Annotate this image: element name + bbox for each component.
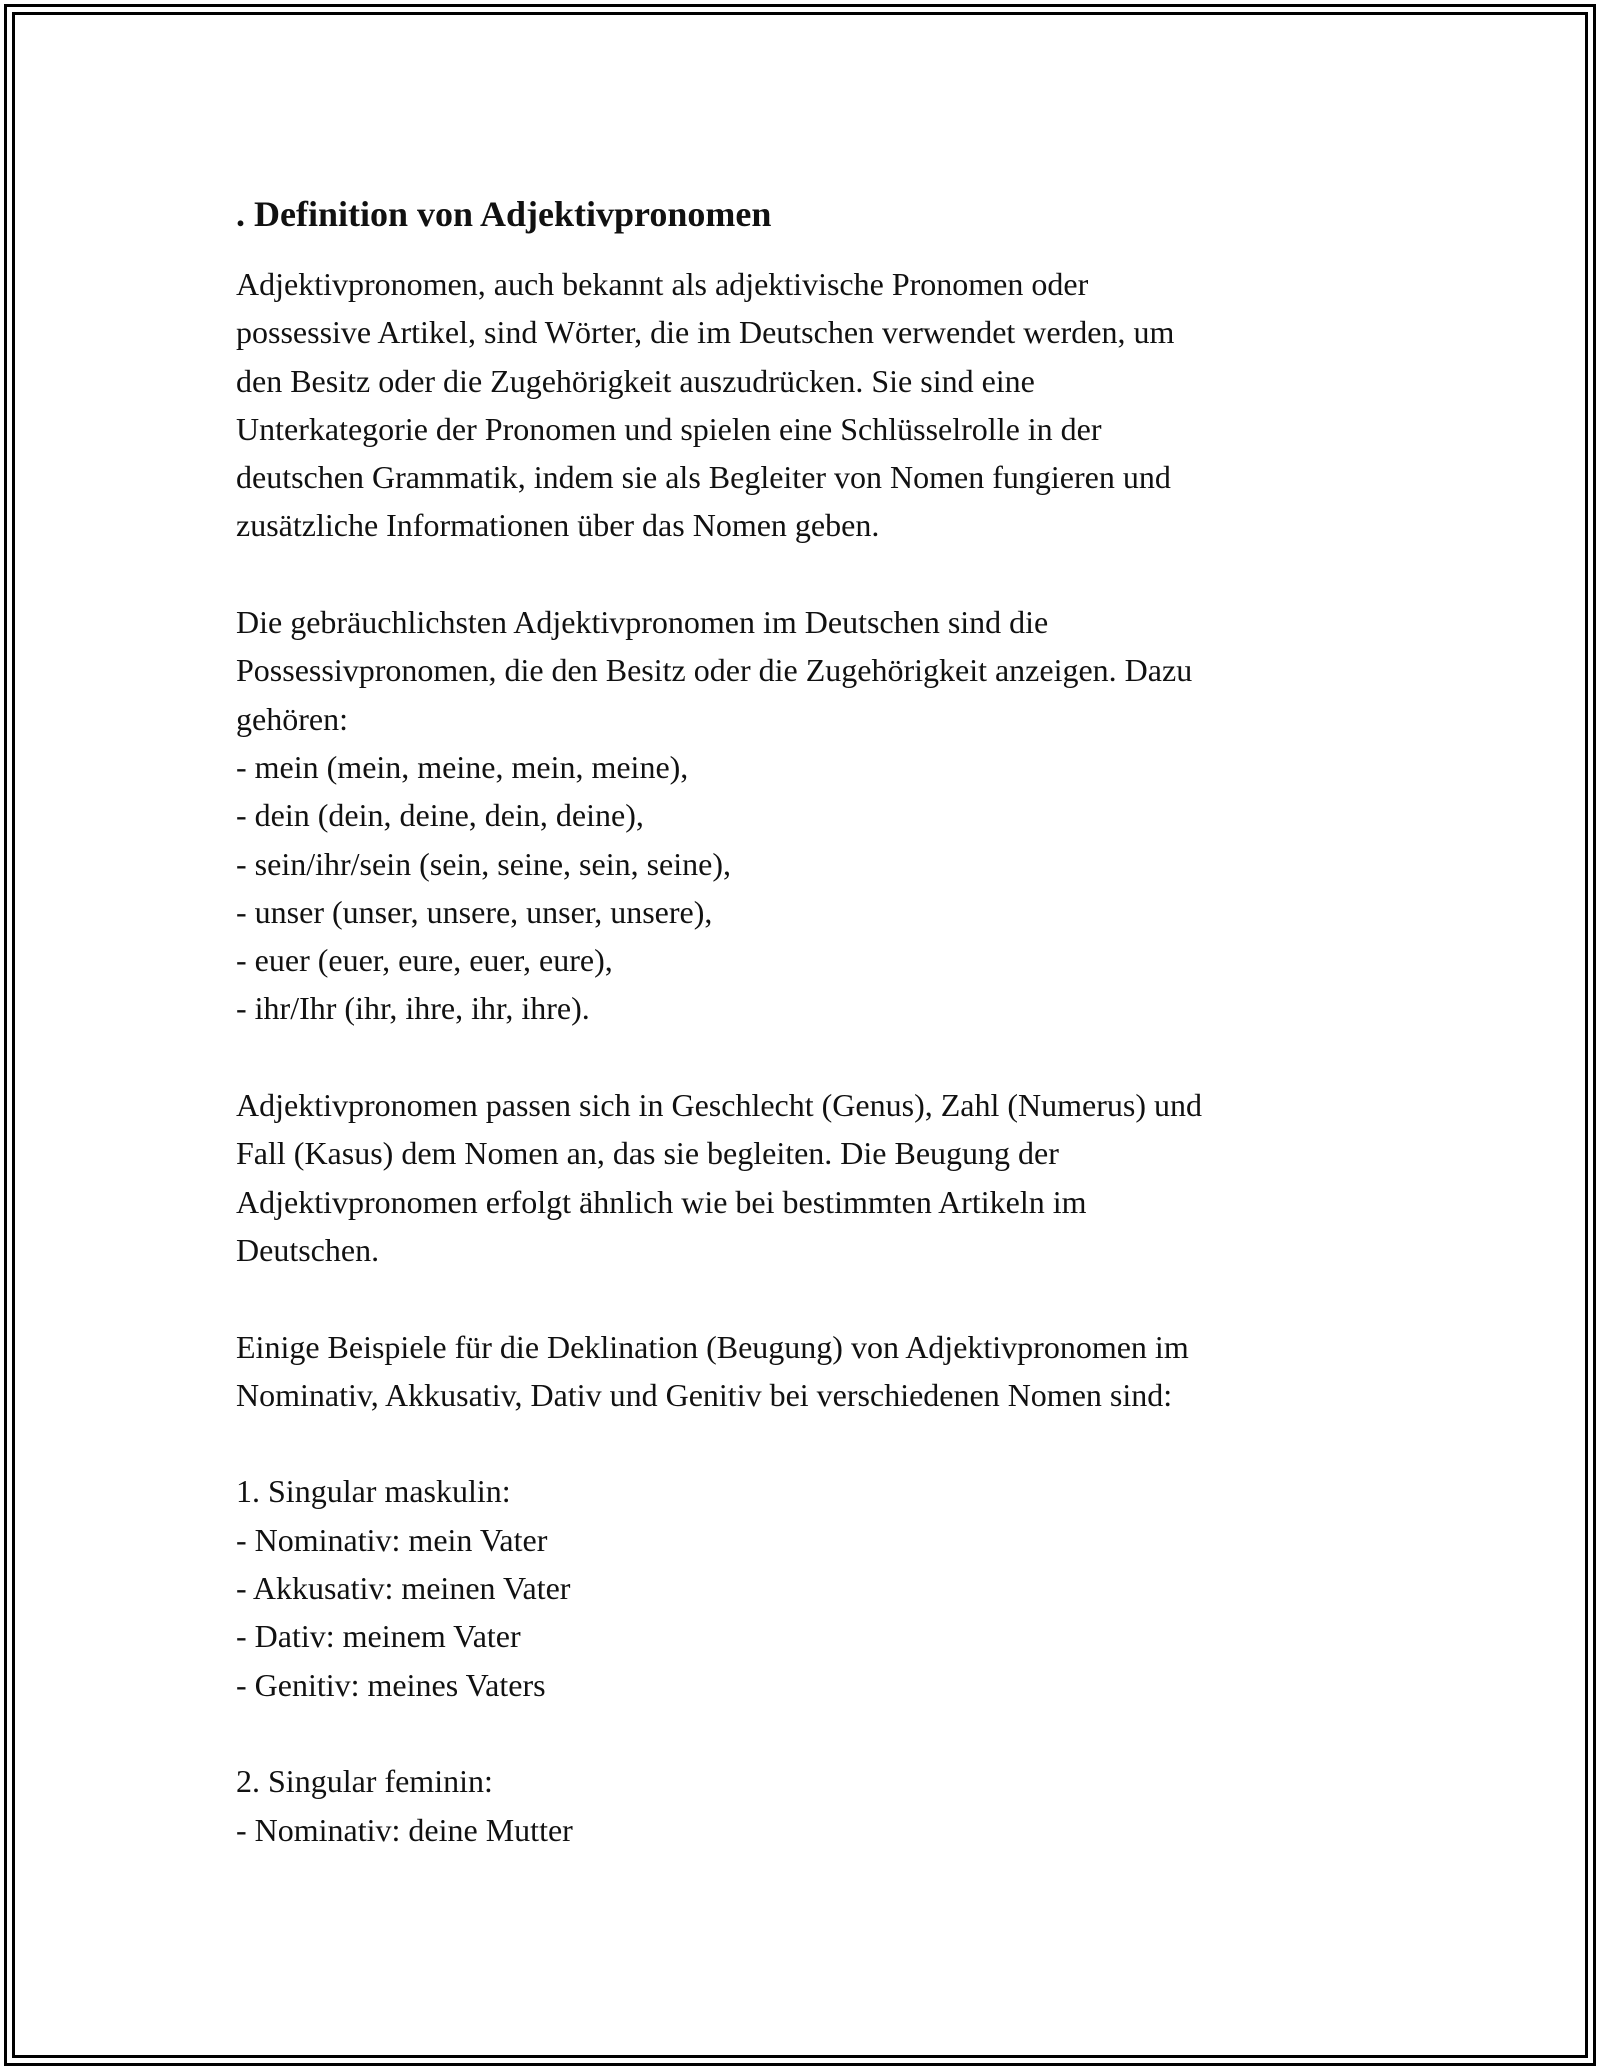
list-item: - Genitiv: meines Vaters: [236, 1666, 546, 1703]
text-line: Adjektivpronomen passen sich in Geschlecht (Genus), Zahl (Numerus) und: [236, 1087, 1202, 1124]
blank-line: [236, 550, 1396, 598]
blank-line: [236, 1274, 1396, 1322]
text-line: deutschen Grammatik, indem sie als Begleiter von Nomen fungieren und: [236, 459, 1171, 496]
list-item: - Nominativ: mein Vater: [236, 1521, 548, 1558]
list-item: - dein (dein, deine, dein, deine),: [236, 797, 644, 834]
text-line: zusätzliche Informationen über das Nomen geben.: [236, 507, 880, 544]
text-line: possessive Artikel, sind Wörter, die im Deutschen verwendet werden, um: [236, 314, 1175, 351]
text-line: Unterkategorie der Pronomen und spielen eine Schlüsselrolle in der: [236, 410, 1102, 447]
document-content: [236, 186, 1396, 1854]
blank-line: [236, 1419, 1396, 1467]
text-line: Deutschen.: [236, 1231, 380, 1268]
document-title: . Definition von Adjektivpronomen: [236, 194, 772, 234]
text-line: den Besitz oder die Zugehörigkeit auszudrücken. Sie sind eine: [236, 362, 1035, 399]
text-line: gehören:: [236, 700, 348, 737]
text-line: Einige Beispiele für die Deklination (Beugung) von Adjektivpronomen im: [236, 1328, 1189, 1365]
list-item: - Dativ: meinem Vater: [236, 1618, 521, 1655]
blank-line: [236, 1709, 1396, 1757]
numbered-heading: 1. Singular maskulin:: [236, 1473, 511, 1510]
list-item: - Akkusativ: meinen Vater: [236, 1570, 571, 1607]
text-line: Adjektivpronomen, auch bekannt als adjektivische Pronomen oder: [236, 266, 1089, 302]
text-line: Possessivpronomen, die den Besitz oder die Zugehörigkeit anzeigen. Dazu: [236, 652, 1193, 689]
text-line: Nominativ, Akkusativ, Dativ und Genitiv bei verschiedenen Nomen sind:: [236, 1376, 1173, 1413]
list-item: - ihr/Ihr (ihr, ihre, ihr, ihre).: [236, 990, 590, 1027]
list-item: - unser (unser, unsere, unser, unsere),: [236, 893, 713, 930]
list-item: - euer (euer, eure, euer, eure),: [236, 942, 613, 979]
text-line: Die gebräuchlichsten Adjektivpronomen im Deutschen sind die: [236, 604, 1049, 641]
numbered-heading: 2. Singular feminin:: [236, 1763, 493, 1800]
text-line: Adjektivpronomen erfolgt ähnlich wie bei bestimmten Artikeln im: [236, 1183, 1087, 1220]
blank-line: [236, 1033, 1396, 1081]
text-line: Fall (Kasus) dem Nomen an, das sie begleiten. Die Beugung der: [236, 1135, 1059, 1172]
list-item: - sein/ihr/sein (sein, seine, sein, seine),: [236, 845, 731, 882]
document-body: [236, 260, 1396, 1854]
list-item: - Nominativ: deine Mutter: [236, 1811, 573, 1848]
list-item: - mein (mein, meine, mein, meine),: [236, 748, 689, 785]
